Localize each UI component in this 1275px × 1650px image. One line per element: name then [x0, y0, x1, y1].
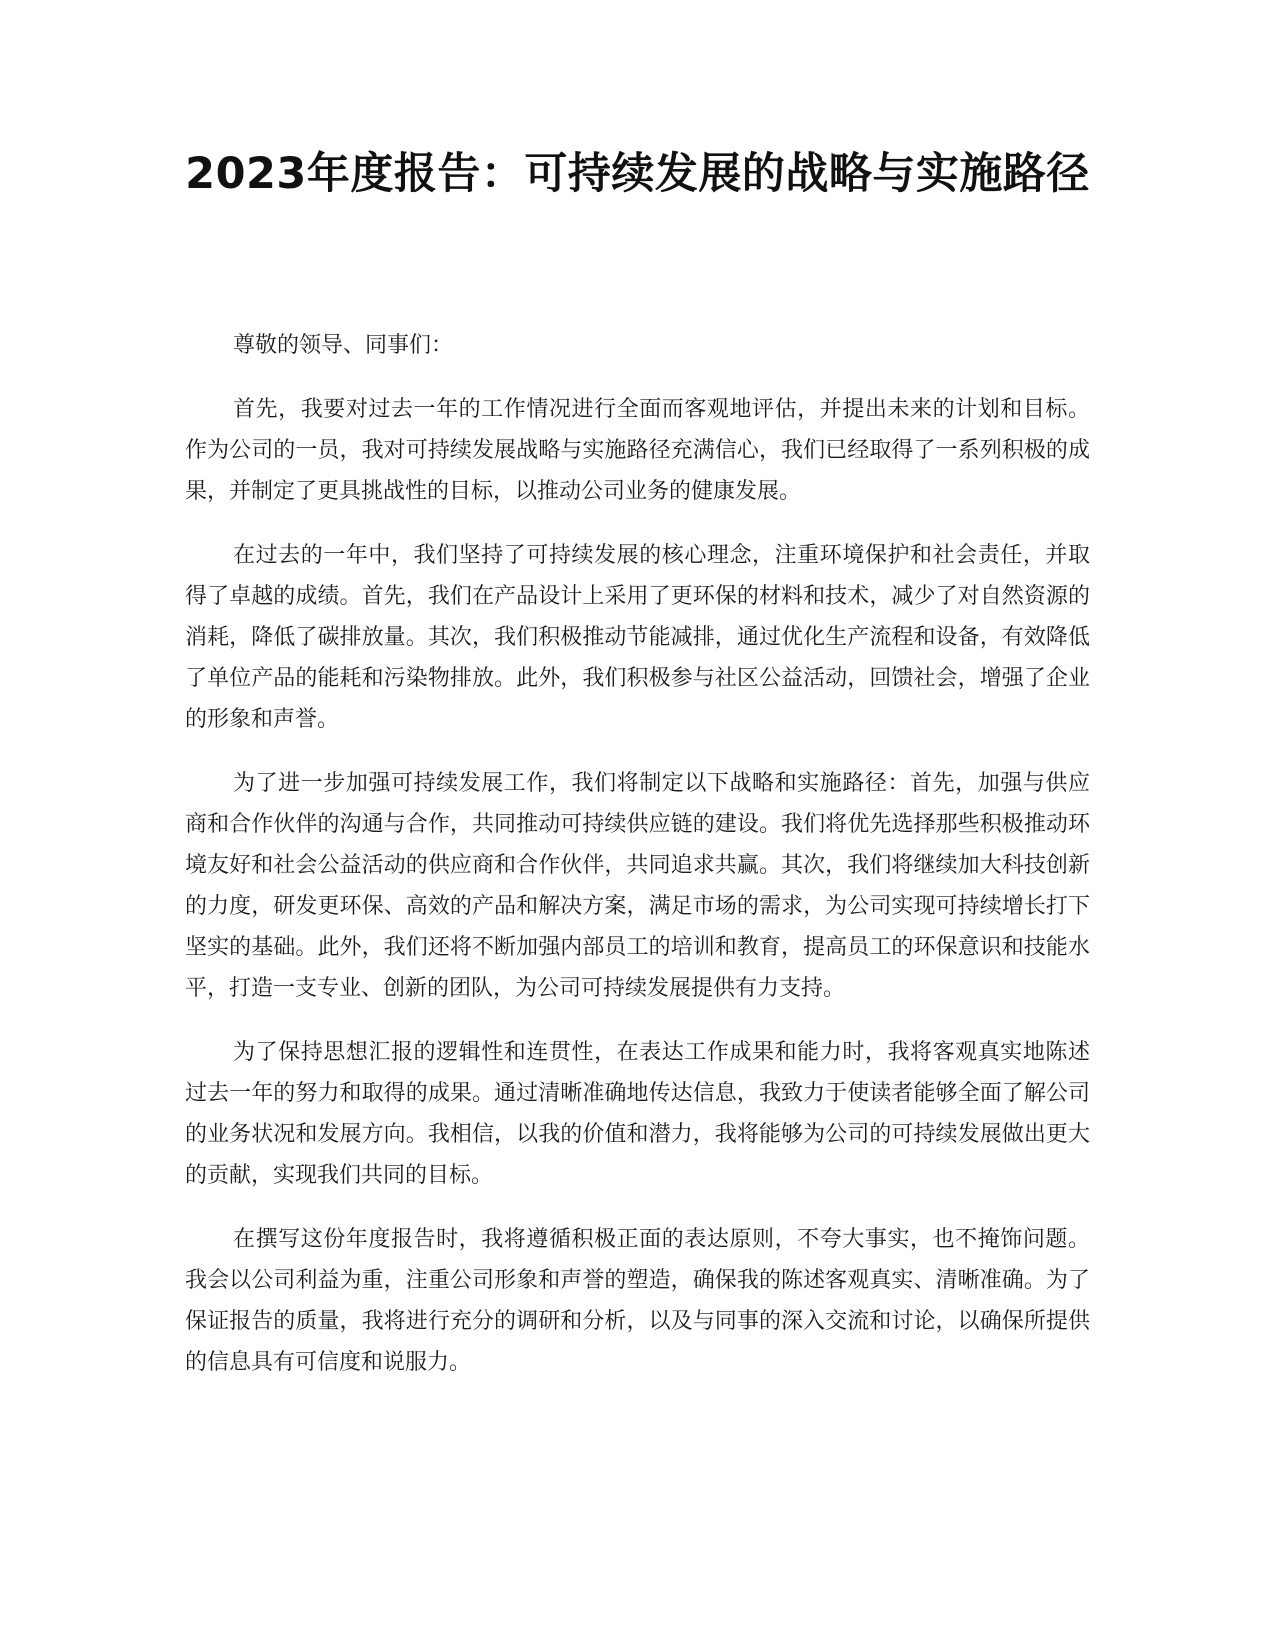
body-paragraph: 为了进一步加强可持续发展工作，我们将制定以下战略和实施路径：首先，加强与供应商和合作伙伴的沟通与合作，共同推动可持续供应链的建设。我们将优先选择那些积极推动环境友好和社会公益活动的供应商和合作伙伴，共同追求共赢。其次，我们将继续加大科技创新的力度，研发更环保、高效的产品和解决方案，满足市场的需求，为公司实现可持续增长打下坚实的基础。此外，我们还将不断加强内部员工的培训和教育，提高员工的环保意识和技能水平，打造一支专业、创新的团队，为公司可持续发展提供有力支持。	[185, 771, 1090, 1001]
salutation-paragraph: 尊敬的领导、同事们：	[233, 333, 454, 358]
document-body	[185, 325, 1090, 1406]
body-paragraph: 首先，我要对过去一年的工作情况进行全面而客观地评估，并提出未来的计划和目标。作为公司的一员，我对可持续发展战略与实施路径充满信心，我们已经取得了一系列积极的成果，并制定了更具挑战性的目标，以推动公司业务的健康发展。	[185, 397, 1090, 504]
document-title: 2023年度报告：可持续发展的战略与实施路径	[185, 149, 1090, 199]
body-paragraph: 在过去的一年中，我们坚持了可持续发展的核心理念，注重环境保护和社会责任，并取得了卓越的成绩。首先，我们在产品设计上采用了更环保的材料和技术，减少了对自然资源的消耗，降低了碳排放量。其次，我们积极推动节能减排，通过优化生产流程和设备，有效降低了单位产品的能耗和污染物排放。此外，我们积极参与社区公益活动，回馈社会，增强了企业的形象和声誉。	[185, 543, 1090, 732]
body-paragraph: 在撰写这份年度报告时，我将遵循积极正面的表达原则，不夸大事实，也不掩饰问题。我会以公司利益为重，注重公司形象和声誉的塑造，确保我的陈述客观真实、清晰准确。为了保证报告的质量，我将进行充分的调研和分析，以及与同事的深入交流和讨论，以确保所提供的信息具有可信度和说服力。	[185, 1227, 1090, 1375]
body-paragraph: 为了保持思想汇报的逻辑性和连贯性，在表达工作成果和能力时，我将客观真实地陈述过去一年的努力和取得的成果。通过清晰准确地传达信息，我致力于使读者能够全面了解公司的业务状况和发展方向。我相信，以我的价值和潜力，我将能够为公司的可持续发展做出更大的贡献，实现我们共同的目标。	[185, 1040, 1090, 1188]
